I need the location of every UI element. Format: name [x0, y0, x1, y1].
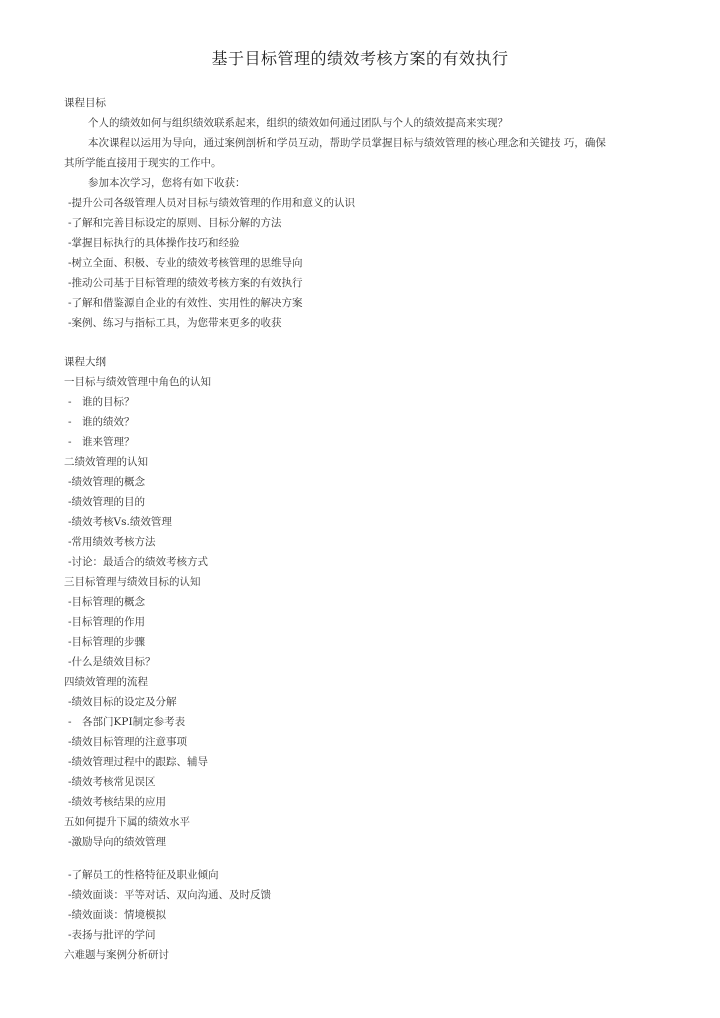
- list-item: -目标管理的概念: [68, 596, 146, 608]
- list-item: -激励导向的绩效管理: [68, 836, 167, 848]
- section-heading: 一目标与绩效管理中角色的认知: [64, 376, 211, 388]
- list-item: -树立全面、积极、专业的绩效考核管理的思维导向: [68, 257, 303, 269]
- list-item: -绩效目标管理的注意事项: [68, 736, 188, 748]
- goals-paragraph: 其所学能直接用于现实的工作中。: [64, 157, 222, 169]
- list-item: -什么是绩效目标？: [68, 656, 156, 668]
- list-item: -了解和借鉴源自企业的有效性、实用性的解决方案: [68, 297, 303, 309]
- list-item: -目标管理的作用: [68, 616, 146, 628]
- section-heading: 六难题与案例分析研讨: [64, 949, 169, 961]
- list-item: -绩效考核结果的应用: [68, 796, 167, 808]
- list-item: -绩效管理过程中的跟踪、辅导: [68, 756, 209, 768]
- list-item: -常用绩效考核方法: [68, 536, 156, 548]
- list-item: -绩效考核Vs.绩效管理: [68, 516, 172, 528]
- list-item: -了解和完善目标设定的原则、目标分解的方法: [68, 217, 282, 229]
- document-title: 基于目标管理的绩效考核方案的有效执行: [211, 49, 509, 68]
- list-item: - 谁来管理？: [68, 436, 135, 448]
- list-item: - 各部门KPI制定参考表: [68, 716, 186, 728]
- section-heading: 二绩效管理的认知: [64, 456, 148, 468]
- section-heading: 五如何提升下属的绩效水平: [64, 816, 190, 828]
- section-heading: 三目标管理与绩效目标的认知: [64, 576, 201, 588]
- outline-heading: 课程大纲: [64, 356, 106, 368]
- goals-paragraph: 个人的绩效如何与组织绩效联系起来，组织的绩效如何通过团队与个人的绩效提高来实现？: [88, 117, 508, 129]
- list-item: -绩效管理的概念: [68, 476, 146, 488]
- list-item: -了解员工的性格特征及职业倾向: [68, 869, 219, 881]
- list-item: - 谁的目标？: [68, 396, 135, 408]
- list-item: -绩效目标的设定及分解: [68, 696, 177, 708]
- goals-heading: 课程目标: [64, 97, 106, 109]
- section-heading: 四绩效管理的流程: [64, 676, 148, 688]
- list-item: -讨论：最适合的绩效考核方式: [68, 556, 209, 568]
- list-item: -目标管理的步骤: [68, 636, 146, 648]
- list-item: -绩效管理的目的: [68, 496, 146, 508]
- list-item: -绩效面谈：平等对话、双向沟通、及时反馈: [68, 889, 272, 901]
- list-item: -绩效面谈：情境模拟: [68, 909, 167, 921]
- list-item: -案例、练习与指标工具，为您带来更多的收获: [68, 317, 282, 329]
- list-item: -掌握目标执行的具体操作技巧和经验: [68, 237, 240, 249]
- goals-paragraph: 本次课程以运用为导向，通过案例剖析和学员互动，帮助学员掌握目标与绩效管理的核心理念和关键技 巧，确保: [88, 137, 606, 149]
- goals-paragraph: 参加本次学习，您将有如下收获：: [88, 177, 246, 189]
- list-item: - 谁的绩效？: [68, 416, 135, 428]
- list-item: -表扬与批评的学问: [68, 929, 156, 941]
- list-item: -提升公司各级管理人员对目标与绩效管理的作用和意义的认识: [68, 197, 356, 209]
- list-item: -推动公司基于目标管理的绩效考核方案的有效执行: [68, 277, 303, 289]
- list-item: -绩效考核常见误区: [68, 776, 156, 788]
